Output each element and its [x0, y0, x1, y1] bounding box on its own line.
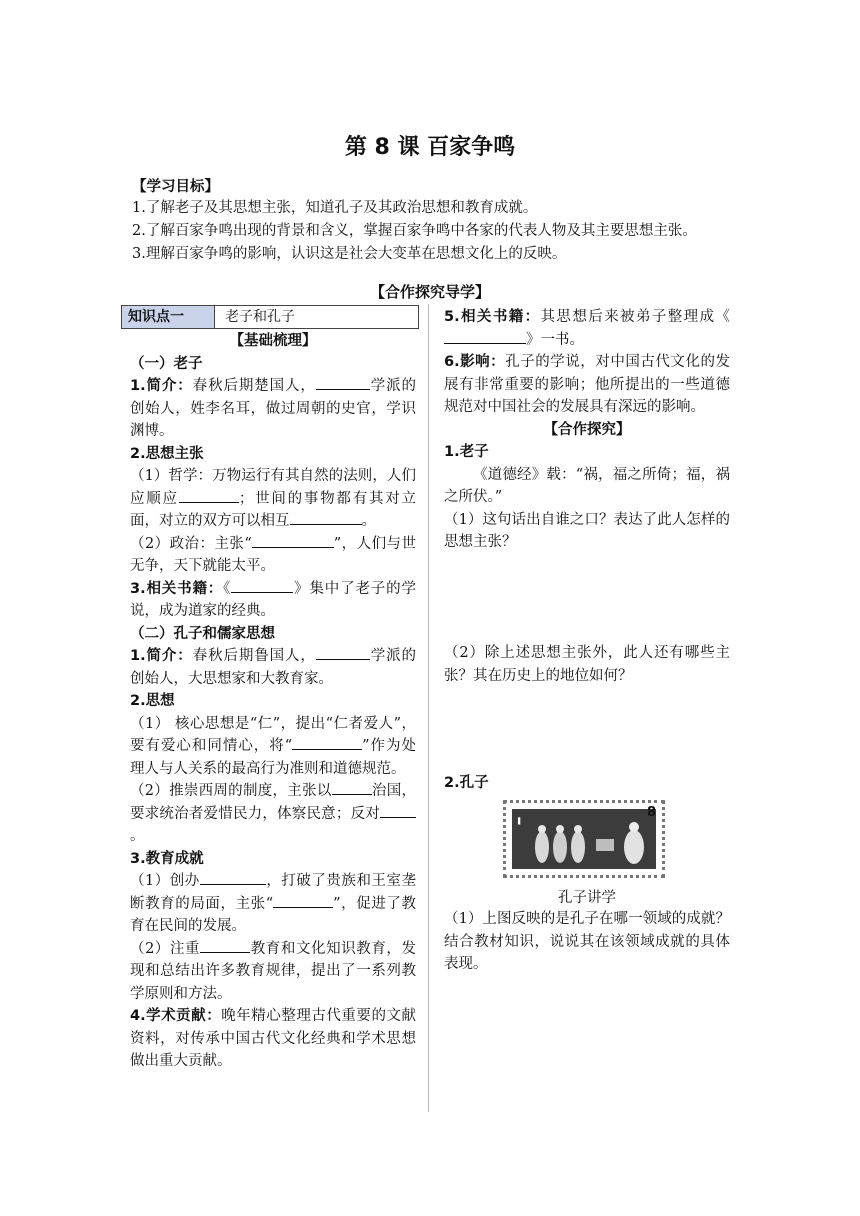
left-column [130, 330, 416, 1073]
blank-line[interactable] [444, 329, 526, 344]
laozi-explore-heading: 1.老子 [444, 444, 489, 460]
knowledge-point-topic: 老子和孔子 [225, 309, 295, 325]
column-divider [428, 304, 429, 1112]
quote: 《道德经》载：“祸，福之所倚；福，祸之所伏。” [444, 466, 730, 505]
knowledge-point-label: 知识点一 [122, 306, 215, 328]
text: 》集中了老子的学说，成为道家的经典。 [130, 580, 416, 619]
book-label: 3.相关书籍： [130, 580, 224, 597]
blank-line[interactable] [316, 375, 370, 390]
knowledge-point-box [121, 305, 419, 329]
blank-line[interactable] [332, 780, 372, 795]
stamp-value: 8 [646, 805, 656, 820]
blank-line[interactable] [200, 870, 266, 885]
books-item [444, 306, 730, 351]
text: （1） 核心思想是“仁”，提出“仁者爱人”，要有爱心和同情心，将“ [130, 715, 416, 754]
philosophy-item [130, 465, 416, 533]
text: 治国，要求统治者爱惜民力，体察民意；反对 [130, 783, 416, 822]
right-column [444, 306, 730, 554]
thought-heading: 2.思想主张 [130, 445, 204, 462]
page-title: 第 8 课 百家争鸣 [344, 135, 516, 160]
confucius-intro [130, 645, 416, 690]
text: ；世间的事物都有其对立面，对立的双方可以相互 [130, 490, 417, 529]
blank-line[interactable] [273, 893, 333, 908]
education-item-1 [130, 870, 416, 938]
question-2: （2）除上述思想主张外，此人还有哪些主张？其在历史上的地位如何？ [444, 645, 730, 684]
text: 》一书。 [526, 331, 584, 348]
book-item [130, 578, 416, 623]
influence-item [444, 351, 730, 419]
text: 。 [130, 828, 145, 844]
image-caption: 孔子讲学 [558, 890, 616, 906]
coop-heading: 【合作探究导学】 [369, 283, 490, 301]
contribution-label: 4.学术贡献： [130, 1008, 222, 1024]
text: 其思想后来被弟子整理成《 [540, 309, 730, 325]
text: 学派的创始人，姓李名耳，做过周朝的史官，学识渊博。 [130, 378, 417, 439]
text: （2）注重 [130, 940, 201, 957]
text: 晚年精心整理古代重要的文献资料，对传承中国古代文化经典和学术思想做出重大贡献。 [130, 1008, 416, 1069]
blank-line[interactable] [292, 735, 362, 750]
text: 教育和文化知识教育，发现和总结出许多教育规律，提出了一系列教学原则和方法。 [130, 940, 416, 1002]
education-heading: 3.教育成就 [130, 850, 204, 867]
intro-label: 1.简介： [130, 378, 193, 394]
politics-item [130, 533, 416, 578]
idea-heading: 2.思想 [130, 693, 175, 709]
contribution-item [130, 1005, 416, 1073]
intro-label: 1.简介： [130, 648, 193, 664]
objective-item: 2.了解百家争鸣出现的背景和含义，掌握百家争鸣中各家的代表人物及其主要思想主张。 [132, 223, 697, 239]
text: （1）哲学：万物运行有其自然的法则，人们应顺应 [130, 468, 416, 507]
text: 春秋后期鲁国人， [192, 648, 316, 664]
text: （2）政治：主张“ [130, 535, 252, 552]
confucius-explore-heading: 2.孔子 [444, 775, 489, 791]
question-1: （1）这句话出自谁之口？表达了此人怎样的思想主张？ [444, 511, 730, 550]
text: （2）推崇西周的制度，主张以 [130, 783, 332, 799]
text: 。 [361, 513, 376, 529]
explore-heading: 【合作探究】 [543, 421, 631, 438]
text: 孔子的学说，对中国古代文化的发展有非常重要的影响；他所提出的一些道德规范对中国社会的发展具有深远的影响。 [444, 354, 730, 415]
question-3: （1）上图反映的是孔子在哪一领域的成就？结合教材知识，说说其在该领域成就的具体表现。 [444, 911, 730, 972]
blank-line[interactable] [179, 488, 239, 503]
text: 《 [223, 580, 232, 597]
blank-line[interactable] [252, 533, 334, 548]
text: ”，人们与世无争，天下就能太平。 [130, 535, 416, 574]
text: ，打破了贵族和王室垄断教育的局面，主张“ [130, 873, 417, 912]
blank-line[interactable] [200, 938, 250, 953]
confucius-stamp-image [503, 800, 665, 878]
text: 春秋后期楚国人， [192, 378, 316, 394]
education-item-2 [130, 938, 416, 1006]
laozi-heading: （一）老子 [130, 355, 203, 372]
blank-line[interactable] [231, 578, 293, 593]
idea-item-1 [130, 713, 416, 781]
text: 学派的创始人，大思想家和大教育家。 [130, 648, 417, 687]
blank-line[interactable] [316, 645, 370, 660]
blank-line[interactable] [290, 510, 362, 525]
books-label: 5.相关书籍： [444, 309, 541, 325]
text: （1）创办 [130, 873, 200, 889]
idea-item-2 [130, 780, 416, 848]
teaching-scene-illustration [512, 809, 656, 869]
text: ”作为处理人与人关系的最高行为准则和道德规范。 [130, 738, 416, 777]
stamp-artwork [512, 809, 656, 869]
blank-line[interactable] [380, 803, 416, 818]
laozi-intro [130, 375, 416, 443]
objectives-heading: 【学习目标】 [132, 178, 219, 195]
confucius-heading: （二）孔子和儒家思想 [130, 625, 275, 642]
objective-item: 1.了解老子及其思想主张，知道孔子及其政治思想和教育成就。 [132, 200, 538, 216]
objective-item: 3.理解百家争鸣的影响，认识这是社会大变革在思想文化上的反映。 [132, 246, 567, 262]
influence-label: 6.影响： [444, 354, 506, 370]
text: ”，促进了教育在民间的发展。 [130, 895, 416, 934]
svg-text:▌: ▌ [518, 818, 523, 825]
basics-heading: 【基础梳理】 [229, 333, 317, 349]
